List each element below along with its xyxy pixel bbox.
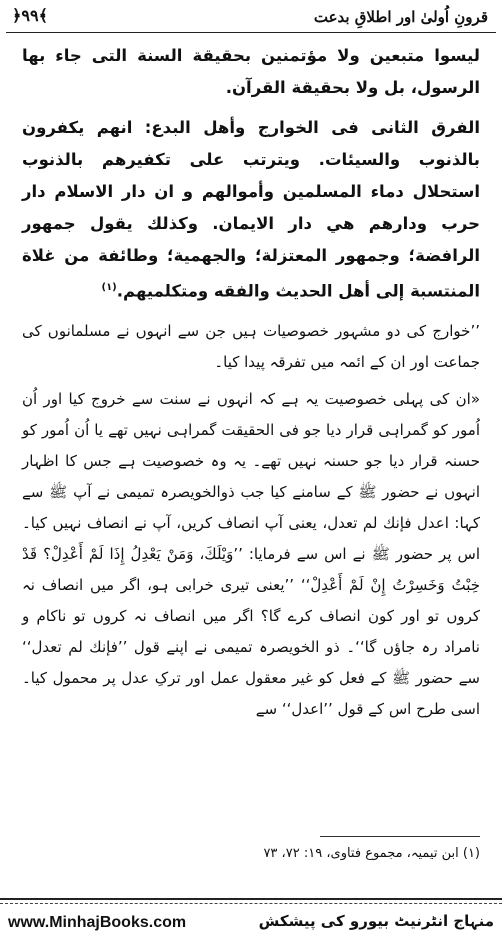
publisher-credit: منہاج انٹرنیٹ بیورو کی پیشکش bbox=[258, 912, 494, 930]
urdu-paragraph-2: «ان کی پہلی خصوصیت یہ ہے کہ انہوں نے سنت سے خروج کیا اور اُن اُمور کو گمراہی قرار دیا جو فی الحقیقت گمراہی نہیں تھے یا اُن اُمور کو حسنہ قرار دیا جو حسنہ نہیں تھے۔ یہ وہ خصوصیت ہے جس کا اظہار انہوں نے حضور ﷺ کے سامنے کیا جب ذوالخویصرہ تمیمی نے آپ ﷺ سے کہا: اعدل فإنك لم تعدل، یعنی آپ انصاف کریں، آپ نے انصاف نہیں کیا۔ اس پر حضور ﷺ نے اس سے فرمایا: ’’وَيْلَكَ، وَمَنْ يَعْدِلُ إِذَا لَمْ أَعْدِلْ؟ قَدْ خِبْتُ وَخَسِرْتُ إِنْ لَمْ أَعْدِلْ‘‘ ’’یعنی تیری خرابی ہو، اگر میں انصاف نہ کروں تو اور کون انصاف کرے گا؟ اگر میں انصاف نہ کروں تو ناکام و نامراد رہ جاؤں گا‘‘۔ ذو الخویصرہ تمیمی نے اپنے قول ’’فإنك لم تعدل‘‘ سے حضور ﷺ کے فعل کو غیر معقول عمل اور ترکِ عدل پر محمول کیا۔ اسی طرح اس کے قول ’’اعدل‘‘ سے bbox=[22, 389, 480, 718]
page-body bbox=[22, 40, 480, 731]
footnote: (١) ابن تیمیہ، مجموع فتاوی، ١٩: ٧٢، ٧٣ bbox=[263, 846, 480, 861]
footer-dashed-divider bbox=[0, 903, 502, 904]
urdu-paragraph-1: ’’خوارج کی دو مشہور خصوصیات ہیں جن سے انہوں نے مسلمانوں کی جماعت اور ان کے ائمہ میں تفرقہ پیدا کیا۔ bbox=[22, 321, 480, 371]
footer-divider bbox=[0, 898, 502, 900]
page-header bbox=[6, 4, 496, 32]
arabic-paragraph-2 bbox=[22, 112, 480, 308]
arabic-paragraph-1: ليسوا متبعين ولا مؤتمنين بحقيقة السنة التى جاء بها الرسول، بل ولا بحقيقة القرآن. bbox=[22, 46, 480, 97]
running-title: قرونِ اُولیٰ اور اطلاقِ بدعت bbox=[313, 8, 488, 26]
arabic-paragraph-2-text: الفرق الثانى فى الخوارج وأهل البدع: انهم يكفرون بالذنوب والسيئات. ويترتب على تكفيرهم بالذنوب استحلال دماء المسلمين وأموالهم و ان دار الاسلام دار حرب ودارهم هي دار الايمان. وكذلك يقول جمهور الرافضة؛ وجمهور المعتزلة؛ والجهمية؛ وطائفة من غلاة المنتسبة إلى أهل الحديث والفقه ومتكلميهم. bbox=[22, 118, 480, 301]
footnote-reference: (١) bbox=[101, 282, 117, 293]
footnote-divider bbox=[320, 836, 480, 837]
website-link[interactable]: www.MinhajBooks.com bbox=[8, 914, 187, 931]
header-divider bbox=[6, 32, 496, 33]
page-number: ﴿٩٩﴾ bbox=[12, 6, 48, 25]
